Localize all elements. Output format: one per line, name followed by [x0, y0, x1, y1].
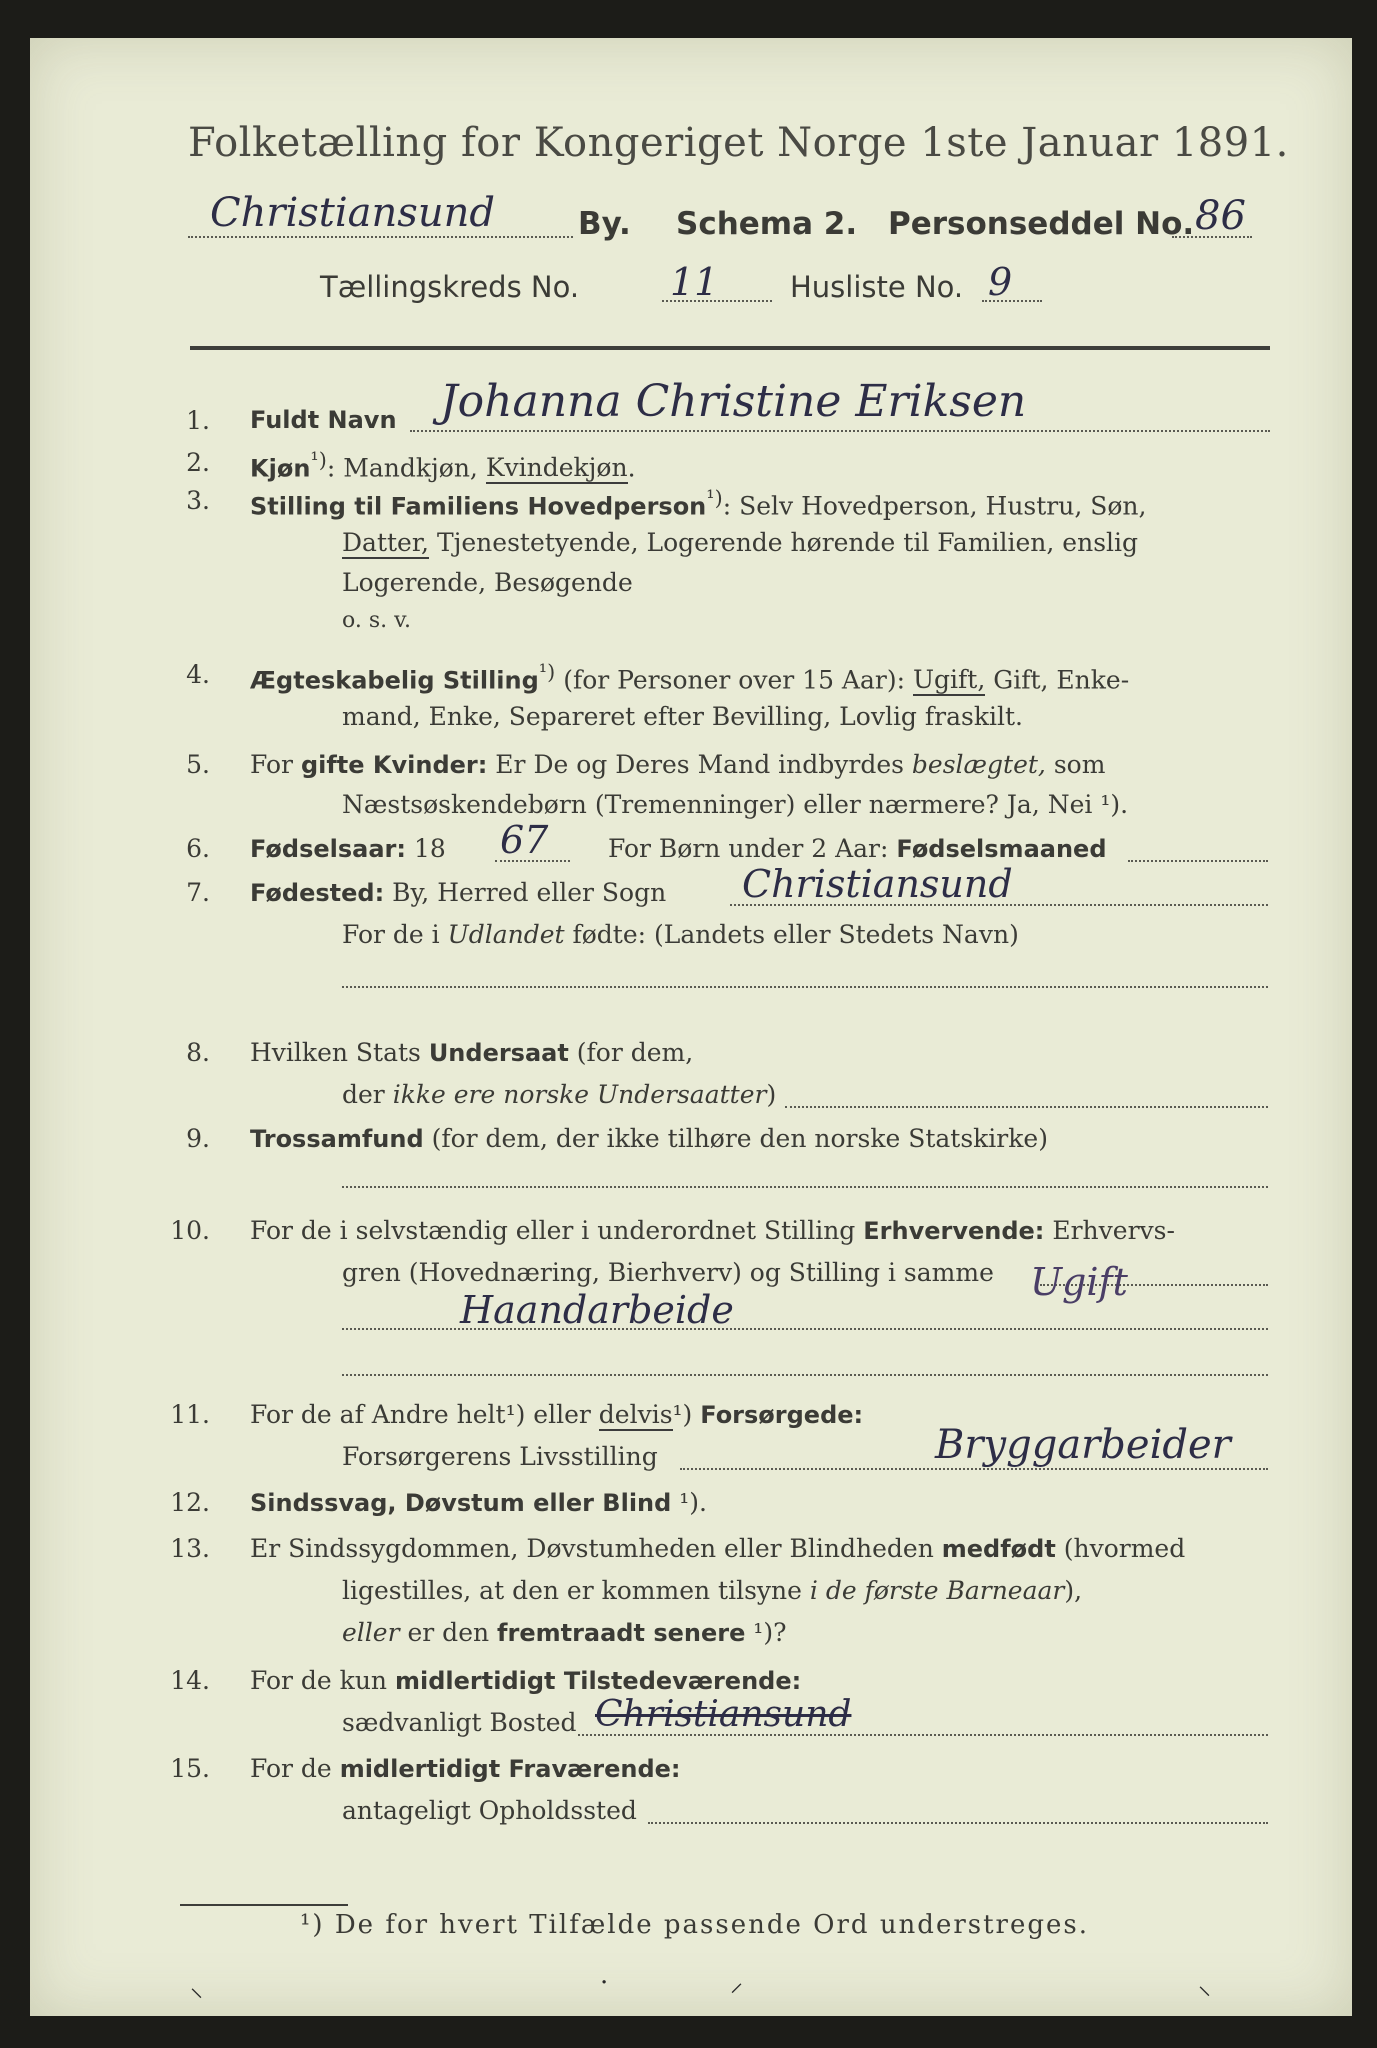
- item-14-text: For de kun: [250, 1666, 395, 1695]
- item-11-delvis-underlined: delvis: [598, 1400, 673, 1429]
- item-11-number: 11.: [170, 1400, 210, 1429]
- item-3-number: 3.: [186, 486, 210, 515]
- form-title: Folketælling for Kongeriget Norge 1ste Januar 1891.: [188, 120, 1289, 166]
- item-13-line3-label: fremtraadt senere: [497, 1619, 746, 1647]
- item-15-line2: antageligt Opholdssted: [342, 1796, 637, 1825]
- item-4-footnote-ref: ¹): [538, 660, 556, 684]
- header-divider: [190, 346, 1270, 350]
- item-13-line2-c: ),: [1064, 1576, 1083, 1605]
- item-9-line: [250, 1124, 1048, 1153]
- item-3-text: : Selv Hovedperson, Hustru, Søn,: [722, 491, 1147, 521]
- item-12-label: Sindssvag, Døvstum eller Blind: [250, 1489, 672, 1517]
- item-8-line2-italic: ikke ere norske Undersaatter: [392, 1080, 767, 1109]
- item-5-text-end: som: [1045, 750, 1106, 779]
- item-1-full-name: Johanna Christine Eriksen: [440, 376, 1027, 427]
- item-13-line2: [342, 1576, 1082, 1605]
- item-3-datter-underlined: Datter,: [342, 528, 429, 557]
- item-5-text: Er De og Deres Mand indbyrdes: [487, 750, 912, 779]
- item-8-fill-line: [785, 1106, 1268, 1108]
- item-9-number: 9.: [186, 1124, 210, 1153]
- census-form-sheet: [30, 38, 1352, 2016]
- item-10-line1: [250, 1216, 1175, 1245]
- item-15-line1: [250, 1754, 681, 1783]
- item-4-ugift-underlined: Ugift,: [912, 665, 986, 695]
- item-10-label: Erhvervende:: [863, 1217, 1045, 1245]
- city-handwritten: Christiansund: [210, 190, 495, 236]
- city-fill-line: [188, 236, 573, 238]
- item-8-number: 8.: [186, 1038, 210, 1067]
- item-8-text-b: (for dem,: [568, 1038, 694, 1067]
- item-12-number: 12.: [170, 1488, 210, 1517]
- item-13-line3-b: er den: [399, 1618, 498, 1647]
- item-3-line3: Logerende, Besøgende: [342, 568, 633, 597]
- item-7-udlandet: Udlandet: [447, 920, 565, 949]
- item-5-prefix: For: [250, 750, 301, 779]
- item-11-text: For de af Andre helt¹) eller: [250, 1400, 599, 1429]
- item-4-text-end: Gift, Enke-: [985, 665, 1130, 695]
- item-6-label2: Fødselsmaaned: [896, 835, 1107, 863]
- item-5-beslaegtet: beslægtet,: [911, 750, 1046, 779]
- item-14-label: midlertidigt Tilstedeværende:: [394, 1667, 802, 1695]
- item-14-line2: sædvanligt Bosted: [342, 1708, 577, 1737]
- item-12-line: [250, 1488, 707, 1517]
- item-8-label: Undersaat: [428, 1039, 569, 1067]
- item-2-text: : Mandkjøn,: [326, 453, 486, 483]
- kreds-number: 11: [670, 260, 719, 304]
- item-15-label: midlertidigt Fraværende:: [339, 1755, 681, 1783]
- item-5-line2: Næstsøskendebørn (Tremenninger) eller nærmere? Ja, Nei ¹).: [342, 790, 1129, 819]
- item-11-text-c: ¹): [672, 1400, 701, 1429]
- item-13-line3-c: ¹)?: [745, 1618, 787, 1647]
- item-13-text: Er Sindssygdommen, Døvstumheden eller Blindheden: [250, 1534, 942, 1563]
- item-10-line2: gren (Hovednæring, Bierhverv) og Stilling i samme: [342, 1258, 994, 1287]
- item-10-text-b: Erhvervs-: [1044, 1216, 1175, 1245]
- item-10-occupation: Haandarbeide: [460, 1288, 734, 1332]
- item-7-text: By, Herred eller Sogn: [384, 878, 667, 907]
- item-4-text: (for Personer over 15 Aar):: [555, 665, 913, 695]
- item-9-label: Trossamfund: [250, 1125, 424, 1153]
- item-15-text: For de: [250, 1754, 340, 1783]
- husliste-number: 9: [988, 260, 1013, 304]
- item-6-text: For Børn under 2 Aar:: [608, 834, 897, 863]
- item-7-line2-a: For de i: [342, 920, 448, 949]
- item-11-line2: Forsørgerens Livsstilling: [342, 1442, 658, 1471]
- item-3-footnote-ref: ¹): [706, 486, 723, 510]
- item-3-line4: o. s. v.: [342, 608, 411, 633]
- item-4-number: 4.: [186, 660, 210, 689]
- item-13-label: medfødt: [941, 1535, 1056, 1563]
- item-7-foreign-fill-line: [342, 986, 1268, 988]
- item-11-fill-line: [680, 1468, 1268, 1470]
- item-2-number: 2.: [186, 448, 210, 477]
- item-5-number: 5.: [186, 750, 210, 779]
- item-8-line2-c: ): [766, 1080, 777, 1109]
- husliste-label: Husliste No.: [790, 270, 964, 304]
- item-4-label: Ægteskabelig Stilling: [250, 666, 539, 695]
- corner-mark-middle: ⸝: [730, 1968, 744, 1998]
- item-6-year-prefix: 18: [406, 834, 446, 863]
- item-7-line2-c: fødte: (Landets eller Stedets Navn): [564, 920, 1019, 949]
- item-2-kvindekjon-underlined: Kvindekjøn: [485, 453, 628, 483]
- item-2-period: .: [627, 453, 636, 483]
- item-2-footnote-ref: ¹): [310, 448, 327, 472]
- by-label: By.: [578, 206, 631, 242]
- item-7-birthplace: Christiansund: [742, 862, 1013, 906]
- item-12-text: ¹).: [671, 1488, 707, 1517]
- item-14-line1: [250, 1666, 801, 1695]
- item-13-line2-italic: i de første Barneaar: [809, 1576, 1065, 1605]
- item-1-number: 1.: [186, 406, 210, 435]
- item-10-number: 10.: [170, 1216, 210, 1245]
- item-9-fill-line: [342, 1186, 1268, 1188]
- item-10-fill-line-2: [342, 1374, 1268, 1376]
- item-3-label: Stilling til Familiens Hovedperson: [250, 492, 707, 521]
- item-1-fill-line: [410, 430, 1270, 432]
- item-4-line1: [250, 660, 1129, 694]
- corner-mark-left: ⸜: [190, 1973, 204, 2003]
- item-8-text: Hvilken Stats: [250, 1038, 429, 1067]
- item-13-line3: [342, 1618, 787, 1647]
- item-1-label: Fuldt Navn: [250, 406, 397, 434]
- item-13-text-b: (hvormed: [1055, 1534, 1186, 1563]
- item-5-line1: [250, 750, 1105, 779]
- footnote-text: ¹) De for hvert Tilfælde passende Ord understreges.: [300, 1910, 1090, 1940]
- item-14-usual-residence-struck: Christiansund: [595, 1694, 852, 1735]
- item-13-eller: eller: [342, 1618, 400, 1647]
- item-7-label: Fødested:: [250, 879, 385, 907]
- corner-mark-right: ⸜: [1198, 1971, 1212, 2001]
- item-11-provider-occupation: Bryggarbeider: [935, 1422, 1231, 1468]
- item-10-text: For de i selvstændig eller i underordnet Stilling: [250, 1216, 864, 1245]
- item-6-number: 6.: [186, 834, 210, 863]
- item-15-fill-line: [648, 1822, 1268, 1824]
- item-15-number: 15.: [170, 1754, 210, 1783]
- item-2-label: Kjøn: [250, 454, 311, 483]
- item-13-line1: [250, 1534, 1185, 1563]
- item-3-line2-text: Tjenestetyende, Logerende hørende til Familien, enslig: [429, 528, 1139, 557]
- item-6-line-b: [608, 834, 1107, 863]
- item-6-line: [250, 834, 446, 863]
- item-4-line2: mand, Enke, Separeret efter Bevilling, Lovlig fraskilt.: [342, 702, 1023, 731]
- item-8-line1: [250, 1038, 693, 1067]
- item-11-label: Forsørgede:: [700, 1401, 864, 1429]
- personseddel-label: Personseddel No.: [888, 206, 1195, 242]
- item-14-number: 14.: [170, 1666, 210, 1695]
- item-8-line2-a: der: [342, 1080, 393, 1109]
- item-9-text: (for dem, der ikke tilhøre den norske Statskirke): [423, 1124, 1048, 1153]
- item-3-line2: [342, 528, 1138, 557]
- item-11-line1: [250, 1400, 863, 1429]
- item-5-label: gifte Kvinder:: [300, 751, 488, 779]
- item-6-month-fill-line: [1128, 860, 1268, 862]
- item-10-annotation: Ugift: [1030, 1260, 1128, 1304]
- item-2-line: [250, 448, 636, 482]
- kreds-label: Tællingskreds No.: [320, 270, 580, 304]
- schema-label: Schema 2.: [676, 206, 858, 242]
- item-8-line2: [342, 1080, 776, 1109]
- corner-mark-center: ·: [600, 1968, 609, 1998]
- item-7-line1: [250, 878, 666, 907]
- item-7-number: 7.: [186, 878, 210, 907]
- item-13-line2-a: ligestilles, at den er kommen tilsyne: [342, 1576, 810, 1605]
- item-13-number: 13.: [170, 1534, 210, 1563]
- personseddel-number: 86: [1195, 193, 1246, 239]
- item-3-line1: [250, 486, 1146, 520]
- footnote-divider: [180, 1904, 348, 1906]
- item-7-line2: [342, 920, 1019, 949]
- item-6-label: Fødselsaar:: [250, 835, 406, 863]
- item-6-year-handwritten: 67: [500, 818, 549, 862]
